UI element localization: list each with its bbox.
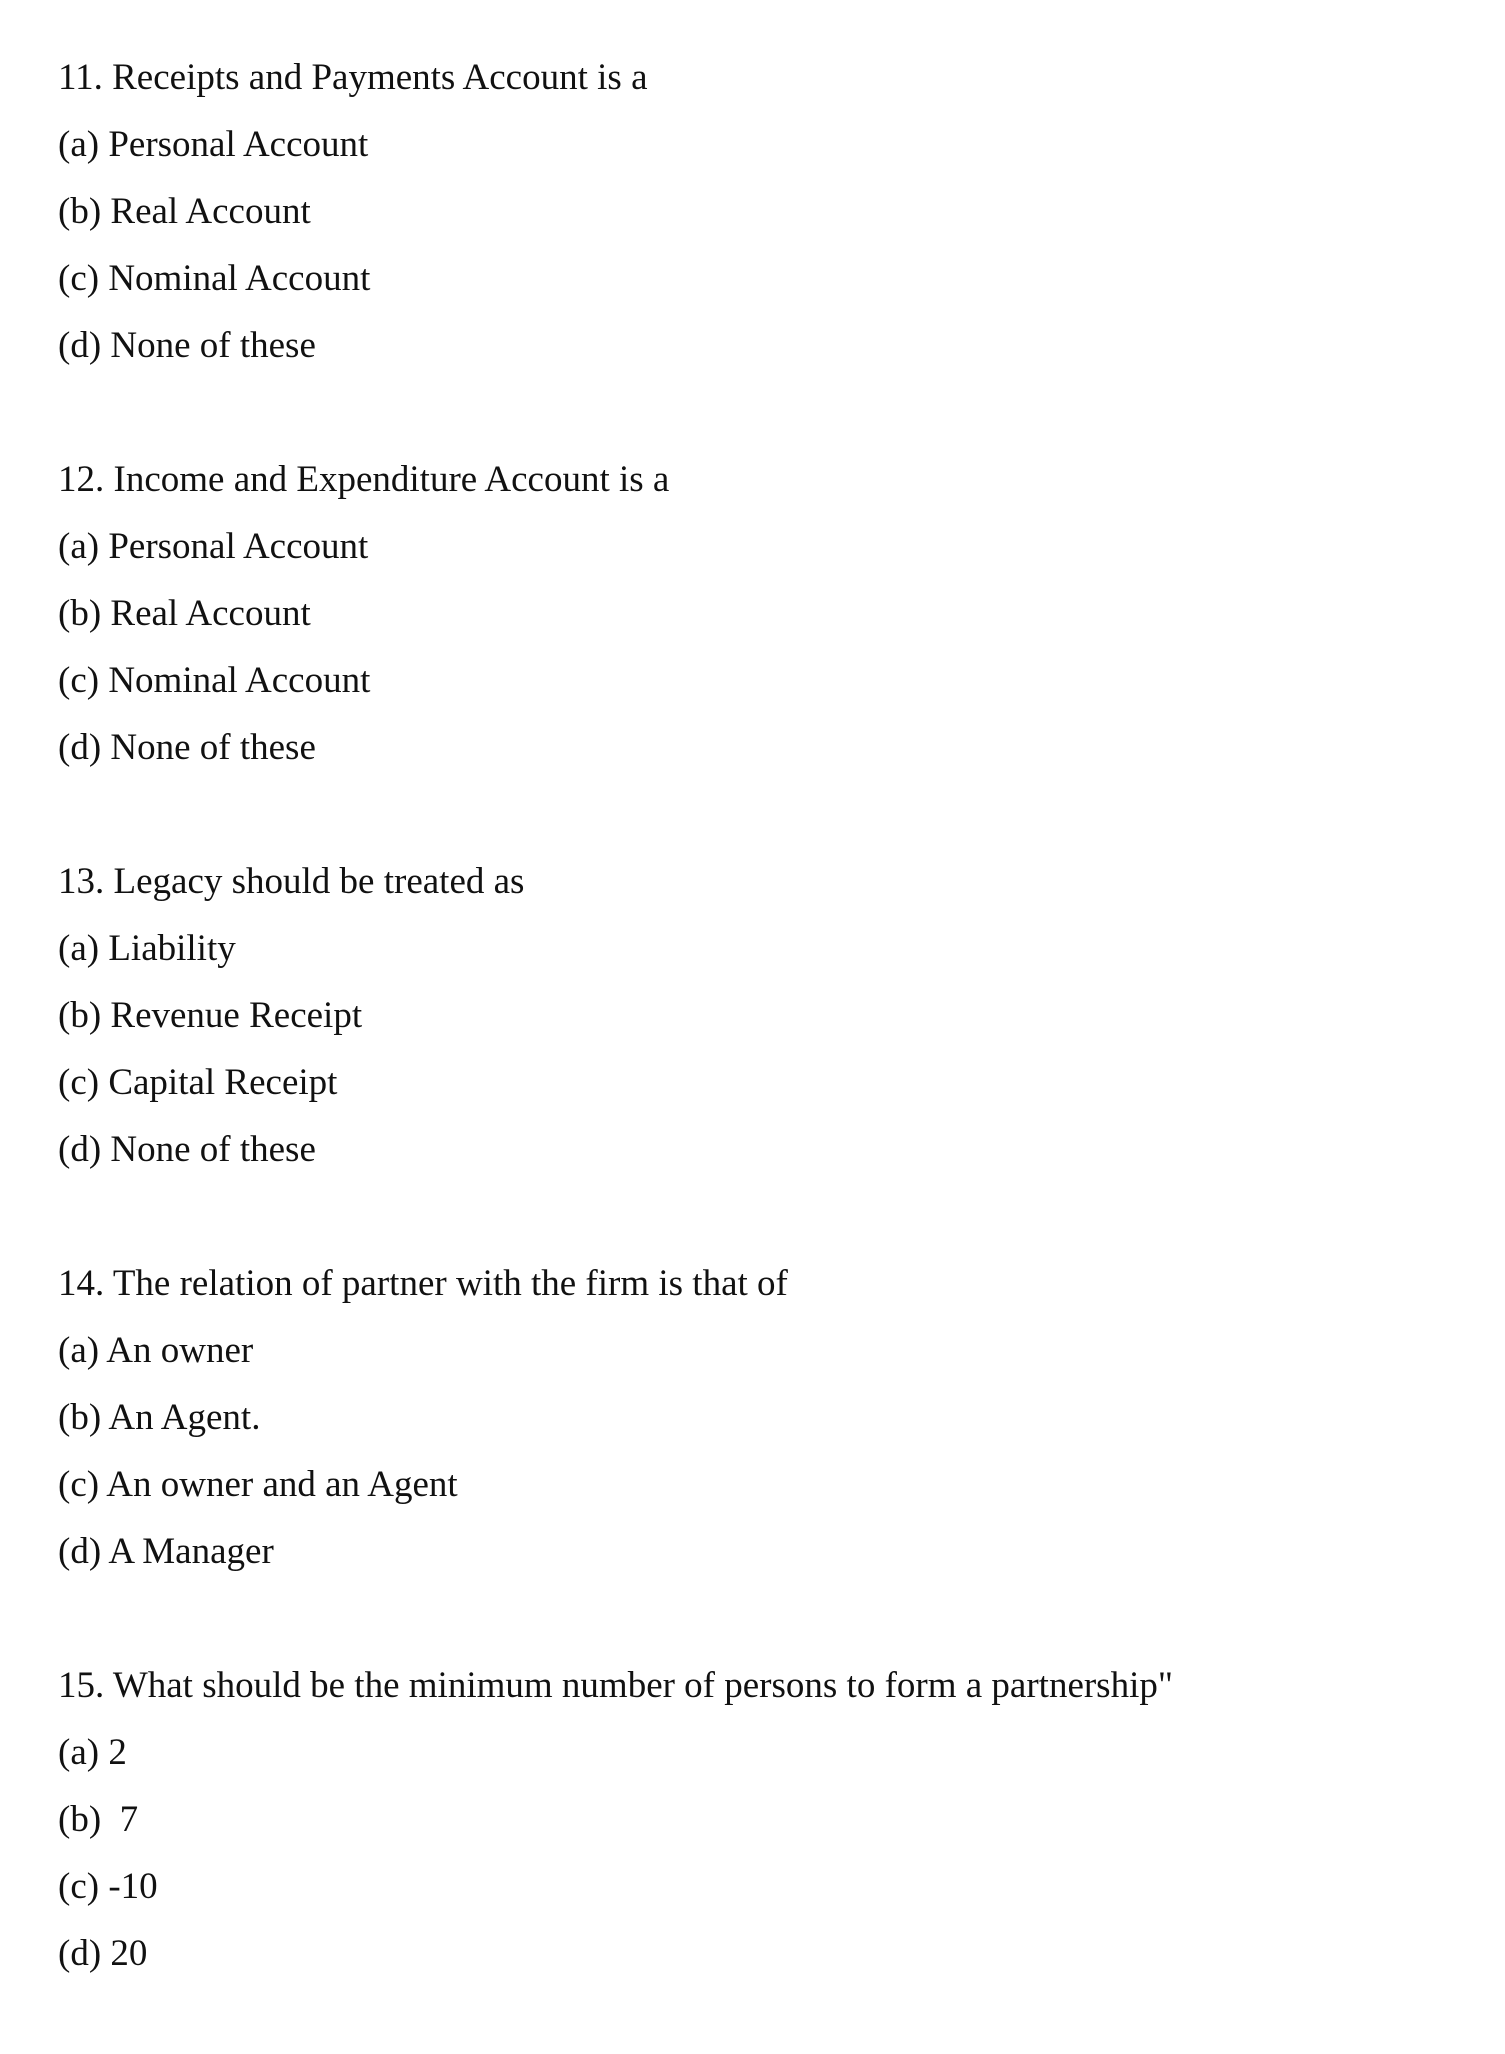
option-d: (d) None of these <box>58 727 316 768</box>
option-d: (d) A Manager <box>58 1531 274 1572</box>
option-d: (d) None of these <box>58 325 316 366</box>
question-15 <box>58 1652 1478 1987</box>
option-d: (d) 20 <box>58 1933 148 1974</box>
option-c: (c) Nominal Account <box>58 258 371 299</box>
question-12 <box>58 446 1478 781</box>
option-b: (b) Real Account <box>58 593 311 634</box>
option-a: (a) 2 <box>58 1732 127 1773</box>
option-b: (b) Revenue Receipt <box>58 995 363 1036</box>
option-c: (c) -10 <box>58 1866 158 1907</box>
option-c: (c) An owner and an Agent <box>58 1464 458 1505</box>
question-stem: 11. Receipts and Payments Account is a <box>58 57 648 98</box>
question-stem: 13. Legacy should be treated as <box>58 861 525 902</box>
option-c: (c) Capital Receipt <box>58 1062 338 1103</box>
option-c: (c) Nominal Account <box>58 660 371 701</box>
option-d: (d) None of these <box>58 1129 316 1170</box>
option-a: (a) An owner <box>58 1330 254 1371</box>
question-stem: 12. Income and Expenditure Account is a <box>58 459 670 500</box>
option-a: (a) Personal Account <box>58 526 369 567</box>
question-11 <box>58 44 1478 379</box>
option-b: (b) Real Account <box>58 191 311 232</box>
question-sheet <box>58 44 1478 2054</box>
question-stem: 15. What should be the minimum number of persons to form a partnership" <box>58 1665 1173 1706</box>
option-b: (b) An Agent. <box>58 1397 261 1438</box>
question-13 <box>58 848 1478 1183</box>
option-a: (a) Personal Account <box>58 124 369 165</box>
option-a: (a) Liability <box>58 928 236 969</box>
question-stem: 14. The relation of partner with the firm is that of <box>58 1263 788 1304</box>
question-14 <box>58 1250 1478 1585</box>
option-b: (b) 7 <box>58 1799 139 1840</box>
